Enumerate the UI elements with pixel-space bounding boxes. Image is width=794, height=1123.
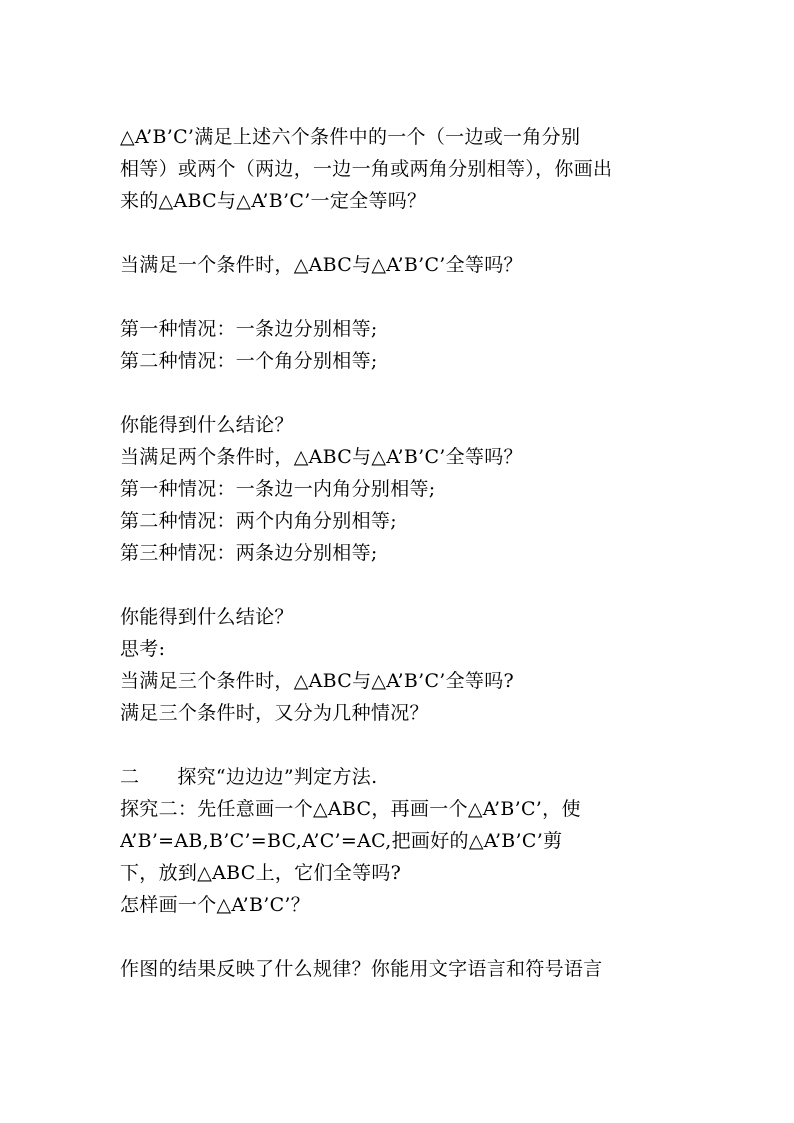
text-line: 当满足三个条件时，△ABC与△A’B’C’全等吗? (120, 670, 515, 692)
text-line: 第三种情况：两条边分别相等; (120, 542, 378, 564)
section-heading: 二 探究“边边边”判定方法. (120, 766, 378, 788)
document-body (120, 121, 676, 985)
text-line: 当满足一个条件时，△ABC与△A’B’C’全等吗？ (120, 254, 523, 276)
text-line: 下，放到△ABC上，它们全等吗? (120, 862, 402, 884)
blank-line (120, 281, 676, 313)
text-line: △A’B’C’满足上述六个条件中的一个（一边或一角分别 (120, 126, 581, 148)
text-line: 探究二：先任意画一个△ABC，再画一个△A’B’C’，使 (120, 798, 581, 820)
text-line: 思考: (120, 638, 166, 660)
text-line: 当满足两个条件时，△ABC与△A’B’C’全等吗？ (120, 446, 523, 468)
blank-line (120, 377, 676, 409)
text-line: 相等）或两个（两边，一边一角或两角分别相等），你画出 (120, 158, 613, 180)
text-line: 作图的结果反映了什么规律？你能用文字语言和符号语言 (120, 958, 603, 980)
blank-line (120, 729, 676, 761)
blank-line (120, 569, 676, 601)
text-line: 第一种情况：一条边分别相等; (120, 318, 378, 340)
text-line: 第一种情况：一条边一内角分别相等; (120, 478, 436, 500)
text-line: A’B’=AB,B’C’=BC,A’C’=AC,把画好的△A’B’C’剪 (120, 830, 563, 852)
text-line: 第二种情况：两个内角分别相等; (120, 510, 397, 532)
text-line: 第二种情况：一个角分别相等; (120, 350, 378, 372)
blank-line (120, 921, 676, 953)
blank-line (120, 217, 676, 249)
text-line: 来的△ABC与△A’B’C’一定全等吗？ (120, 190, 427, 212)
text-line: 你能得到什么结论？ (120, 414, 294, 436)
text-line: 你能得到什么结论？ (120, 606, 294, 628)
text-line: 满足三个条件时，又分为几种情况？ (120, 702, 429, 724)
text-line: 怎样画一个△A’B’C’？ (120, 894, 311, 916)
